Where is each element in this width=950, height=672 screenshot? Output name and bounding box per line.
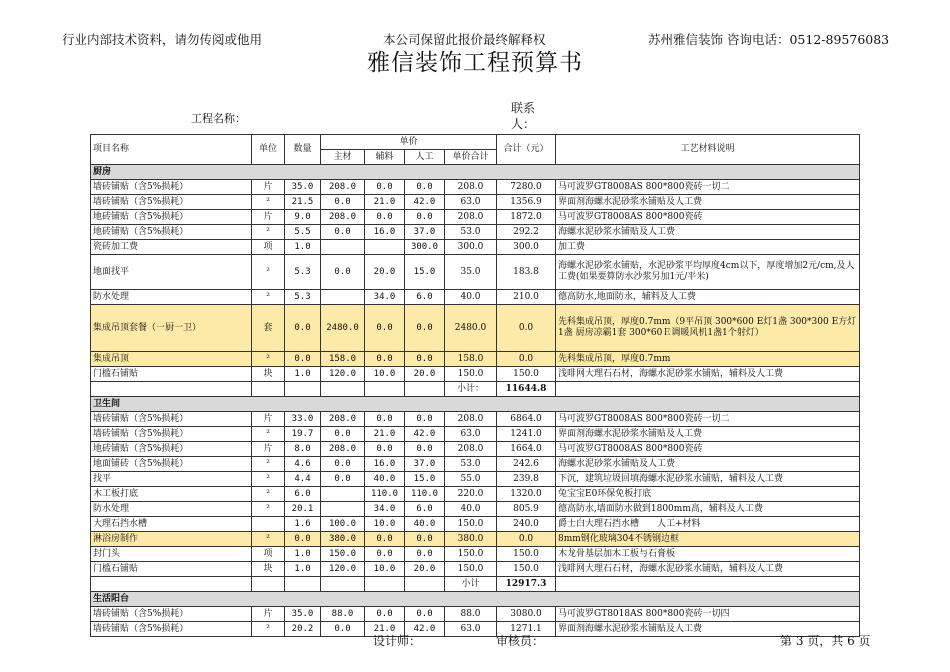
item-name: 封门头 <box>91 547 252 562</box>
item-note: 先科集成吊顶，厚度0.7mm <box>556 352 860 367</box>
item-name: 集成吊顶 <box>91 352 252 367</box>
item-aux-price: 10.0 <box>365 517 405 532</box>
item-qty: 5.5 <box>285 225 321 240</box>
item-aux-price: 0.0 <box>365 180 405 195</box>
item-name: 地砖铺贴（含5%损耗） <box>91 210 252 225</box>
item-name: 墙砖铺贴（含5%损耗） <box>91 195 252 210</box>
item-qty: 0.0 <box>285 305 321 352</box>
section-title: 生活阳台 <box>91 592 860 607</box>
item-main-price: 158.0 <box>321 352 365 367</box>
item-unit: 项 <box>252 547 285 562</box>
item-note: 海螺水泥砂浆水铺贴，水泥砂浆平均厚度4cm以下，厚度增加2元/cm,及人工费(如果要算防水沙浆另加1元/平米) <box>556 255 860 290</box>
item-qty: 9.0 <box>285 210 321 225</box>
item-unit-total: 40.0 <box>445 290 497 305</box>
item-qty: 5.3 <box>285 255 321 290</box>
section-title: 卫生间 <box>91 397 860 412</box>
item-name: 集成吊顶套餐（一厨一卫） <box>91 305 252 352</box>
item-total: 6864.0 <box>497 412 556 427</box>
item-labor-price: 0.0 <box>405 180 445 195</box>
item-total: 0.0 <box>497 532 556 547</box>
item-note: 海螺水泥砂浆水铺贴及人工费 <box>556 457 860 472</box>
item-name: 墙砖铺贴（含5%损耗） <box>91 427 252 442</box>
item-total: 300.0 <box>497 240 556 255</box>
item-unit-total: 63.0 <box>445 195 497 210</box>
table-row <box>91 517 860 532</box>
table-row <box>91 472 860 487</box>
item-labor-price: 0.0 <box>405 210 445 225</box>
item-labor-price: 15.0 <box>405 472 445 487</box>
item-labor-price: 20.0 <box>405 562 445 577</box>
item-aux-price: 34.0 <box>365 502 405 517</box>
item-main-price <box>321 502 365 517</box>
item-note: 海螺水泥砂浆水铺贴及人工费 <box>556 225 860 240</box>
item-qty: 0.0 <box>285 532 321 547</box>
empty-cell <box>365 382 405 397</box>
item-main-price: 208.0 <box>321 210 365 225</box>
item-aux-price: 0.0 <box>365 412 405 427</box>
empty-cell <box>285 577 321 592</box>
item-name: 门槛石铺贴 <box>91 562 252 577</box>
item-unit-total: 220.0 <box>445 487 497 502</box>
table-row <box>91 442 860 457</box>
item-aux-price: 0.0 <box>365 547 405 562</box>
item-total: 239.8 <box>497 472 556 487</box>
item-labor-price: 6.0 <box>405 290 445 305</box>
item-main-price <box>321 290 365 305</box>
section-header-row <box>91 592 860 607</box>
reviewer-label: 审核员： <box>496 634 545 648</box>
item-unit: 片 <box>252 607 285 622</box>
item-qty: 1.0 <box>285 240 321 255</box>
item-unit: ² <box>252 352 285 367</box>
item-name: 防水处理 <box>91 290 252 305</box>
table-row <box>91 367 860 382</box>
item-unit: ² <box>252 255 285 290</box>
contact-person-label: 联系人： <box>511 101 536 131</box>
table-row <box>91 502 860 517</box>
project-name-label: 工程名称： <box>191 112 246 125</box>
empty-cell <box>405 382 445 397</box>
item-unit-total: 300.0 <box>445 240 497 255</box>
item-unit-total: 55.0 <box>445 472 497 487</box>
item-unit-total: 208.0 <box>445 442 497 457</box>
item-unit-total: 380.0 <box>445 532 497 547</box>
table-row <box>91 487 860 502</box>
item-unit-total: 63.0 <box>445 427 497 442</box>
item-unit: ² <box>252 487 285 502</box>
header-left-note: 行业内部技术资料，请勿传阅或他用 <box>62 32 263 47</box>
item-note: 马可波罗GT8008AS 800*800瓷砖一切二 <box>556 180 860 195</box>
item-total: 1271.1 <box>497 622 556 637</box>
col-header-aux: 辅料 <box>365 150 405 165</box>
col-header-total: 合计（元） <box>497 135 556 165</box>
item-unit-total: 158.0 <box>445 352 497 367</box>
item-labor-price: 0.0 <box>405 305 445 352</box>
item-unit: ² <box>252 290 285 305</box>
item-labor-price: 300.0 <box>405 240 445 255</box>
item-total: 183.8 <box>497 255 556 290</box>
item-name: 瓷砖加工费 <box>91 240 252 255</box>
item-unit-total: 35.0 <box>445 255 497 290</box>
item-total: 1320.0 <box>497 487 556 502</box>
item-name: 地砖铺贴（含5%损耗） <box>91 442 252 457</box>
item-aux-price: 21.0 <box>365 427 405 442</box>
item-aux-price: 34.0 <box>365 290 405 305</box>
table-row <box>91 290 860 305</box>
item-qty: 19.7 <box>285 427 321 442</box>
table-row <box>91 607 860 622</box>
empty-cell <box>285 382 321 397</box>
item-qty: 4.4 <box>285 472 321 487</box>
item-qty: 20.1 <box>285 502 321 517</box>
item-main-price: 150.0 <box>321 547 365 562</box>
item-labor-price: 0.0 <box>405 532 445 547</box>
item-unit: ² <box>252 457 285 472</box>
item-name: 地砖铺贴（含5%损耗） <box>91 225 252 240</box>
item-main-price: 380.0 <box>321 532 365 547</box>
item-name: 地面找平 <box>91 255 252 290</box>
item-unit: ² <box>252 472 285 487</box>
item-labor-price: 110.0 <box>405 487 445 502</box>
item-main-price: 2480.0 <box>321 305 365 352</box>
item-unit: ² <box>252 622 285 637</box>
item-total: 292.2 <box>497 225 556 240</box>
table-row <box>91 180 860 195</box>
subtotal-label: 小计 <box>445 577 497 592</box>
item-qty: 1.0 <box>285 547 321 562</box>
item-name: 淋浴房制作 <box>91 532 252 547</box>
table-row <box>91 255 860 290</box>
item-total: 150.0 <box>497 367 556 382</box>
item-labor-price: 0.0 <box>405 352 445 367</box>
empty-cell <box>405 577 445 592</box>
item-note: 马可波罗GT8018AS 800*800瓷砖一切四 <box>556 607 860 622</box>
col-header-qty: 数量 <box>285 135 321 165</box>
col-header-main: 主材 <box>321 150 365 165</box>
item-name: 门槛石铺贴 <box>91 367 252 382</box>
item-main-price: 0.0 <box>321 195 365 210</box>
item-name: 墙砖铺贴（含5%损耗） <box>91 607 252 622</box>
table-row <box>91 240 860 255</box>
item-unit: 块 <box>252 562 285 577</box>
item-unit: ² <box>252 502 285 517</box>
subtotal-row <box>91 577 860 592</box>
item-name: 防水处理 <box>91 502 252 517</box>
item-note: 界面剂海螺水泥砂浆水铺贴及人工费 <box>556 195 860 210</box>
item-unit: ² <box>252 427 285 442</box>
item-labor-price: 6.0 <box>405 502 445 517</box>
item-unit-total: 53.0 <box>445 457 497 472</box>
item-main-price: 0.0 <box>321 427 365 442</box>
item-qty: 35.0 <box>285 607 321 622</box>
section-header-row <box>91 165 860 180</box>
item-unit-total: 150.0 <box>445 517 497 532</box>
item-aux-price: 16.0 <box>365 457 405 472</box>
item-main-price: 0.0 <box>321 225 365 240</box>
item-aux-price: 0.0 <box>365 442 405 457</box>
item-total: 3080.0 <box>497 607 556 622</box>
item-main-price: 208.0 <box>321 412 365 427</box>
item-main-price: 0.0 <box>321 472 365 487</box>
item-aux-price: 20.0 <box>365 255 405 290</box>
subtotal-value: 12917.3 <box>497 577 556 592</box>
item-main-price <box>321 487 365 502</box>
item-unit: ² <box>252 225 285 240</box>
item-note: 德高防水,地面防水，辅料及人工费 <box>556 290 860 305</box>
item-name: 墙砖铺贴（含5%损耗） <box>91 622 252 637</box>
item-main-price: 0.0 <box>321 255 365 290</box>
item-total: 7280.0 <box>497 180 556 195</box>
item-aux-price: 110.0 <box>365 487 405 502</box>
item-qty: 33.0 <box>285 412 321 427</box>
budget-table <box>90 134 860 637</box>
table-row <box>91 352 860 367</box>
item-name: 墙砖铺贴（含5%损耗） <box>91 180 252 195</box>
empty-cell <box>91 577 252 592</box>
empty-cell <box>556 382 860 397</box>
table-row <box>91 532 860 547</box>
item-aux-price: 0.0 <box>365 532 405 547</box>
item-aux-price: 10.0 <box>365 562 405 577</box>
item-aux-price: 0.0 <box>365 352 405 367</box>
empty-cell <box>365 577 405 592</box>
item-qty: 35.0 <box>285 180 321 195</box>
table-row <box>91 547 860 562</box>
item-unit-total: 40.0 <box>445 502 497 517</box>
item-total: 0.0 <box>497 352 556 367</box>
item-unit-total: 208.0 <box>445 180 497 195</box>
col-header-unit: 单位 <box>252 135 285 165</box>
item-unit: 片 <box>252 180 285 195</box>
item-note: 下沉，建筑垃圾回填海螺水泥砂浆水铺贴，辅料及人工费 <box>556 472 860 487</box>
item-unit: 项 <box>252 240 285 255</box>
table-row <box>91 195 860 210</box>
item-labor-price: 42.0 <box>405 622 445 637</box>
section-title: 厨房 <box>91 165 860 180</box>
col-header-name: 项目名称 <box>91 135 252 165</box>
item-note: 加工费 <box>556 240 860 255</box>
item-note: 8mm钢化玻璃304不锈钢边框 <box>556 532 860 547</box>
item-main-price: 208.0 <box>321 442 365 457</box>
item-total: 150.0 <box>497 562 556 577</box>
item-unit: 套 <box>252 305 285 352</box>
item-main-price: 100.0 <box>321 517 365 532</box>
table-row <box>91 457 860 472</box>
item-labor-price: 40.0 <box>405 517 445 532</box>
item-name: 大理石挡水槽 <box>91 517 252 532</box>
item-qty: 1.6 <box>285 517 321 532</box>
subtotal-label: 小计： <box>445 382 497 397</box>
item-unit: 片 <box>252 210 285 225</box>
item-unit-total: 150.0 <box>445 562 497 577</box>
table-row <box>91 427 860 442</box>
item-labor-price: 0.0 <box>405 547 445 562</box>
item-qty: 8.0 <box>285 442 321 457</box>
item-note: 先科集成吊顶，厚度0.7mm（9平吊顶 300*600 E灯1盏 300*300 E方灯1盏 厨房凉霸1套 300*60Ｅ调暖风机1盏1个射灯） <box>556 305 860 352</box>
item-qty: 1.0 <box>285 562 321 577</box>
item-note: 爵士白大理石挡水槽 人工+材料 <box>556 517 860 532</box>
item-note: 马可波罗GT8008AS 800*800瓷砖 <box>556 442 860 457</box>
item-qty: 6.0 <box>285 487 321 502</box>
item-main-price: 0.0 <box>321 622 365 637</box>
header-contact-info: 苏州雅信装饰 咨询电话：0512-89576083 <box>648 32 890 47</box>
item-name: 地面铺砖（含5%损耗） <box>91 457 252 472</box>
table-row <box>91 412 860 427</box>
document-title: 雅信装饰工程预算书 <box>367 50 583 76</box>
col-header-unit-price: 单价 <box>321 135 497 150</box>
item-total: 1241.0 <box>497 427 556 442</box>
table-row <box>91 210 860 225</box>
item-aux-price: 0.0 <box>365 305 405 352</box>
item-labor-price: 0.0 <box>405 412 445 427</box>
item-note: 马可波罗GT8008AS 800*800瓷砖 <box>556 210 860 225</box>
item-total: 240.0 <box>497 517 556 532</box>
item-main-price: 88.0 <box>321 607 365 622</box>
col-header-notes: 工艺材料说明 <box>556 135 860 165</box>
item-note: 界面剂海螺水泥砂浆水铺贴及人工费 <box>556 622 860 637</box>
item-total: 210.0 <box>497 290 556 305</box>
page-number: 第 3 页，共 6 页 <box>780 634 871 648</box>
item-aux-price: 21.0 <box>365 622 405 637</box>
item-note: 木龙骨基层加木工板与石膏板 <box>556 547 860 562</box>
item-main-price: 120.0 <box>321 562 365 577</box>
item-unit: 片 <box>252 442 285 457</box>
empty-cell <box>252 577 285 592</box>
designer-label: 设计师： <box>373 634 422 648</box>
item-name: 木工板打底 <box>91 487 252 502</box>
item-unit: ² <box>252 195 285 210</box>
item-qty: 0.0 <box>285 352 321 367</box>
item-aux-price: 0.0 <box>365 210 405 225</box>
table-row <box>91 305 860 352</box>
item-aux-price <box>365 240 405 255</box>
item-aux-price: 40.0 <box>365 472 405 487</box>
item-main-price: 208.0 <box>321 180 365 195</box>
item-labor-price: 37.0 <box>405 457 445 472</box>
item-qty: 21.5 <box>285 195 321 210</box>
item-aux-price: 10.0 <box>365 367 405 382</box>
col-header-labor: 人工 <box>405 150 445 165</box>
item-note: 浅啡网大理石石材，海螺水泥砂浆水铺贴，辅料及人工费 <box>556 367 860 382</box>
item-note: 马可波罗GT8008AS 800*800瓷砖一切二 <box>556 412 860 427</box>
header-middle-note: 本公司保留此报价最终解释权 <box>383 32 546 47</box>
item-labor-price: 0.0 <box>405 607 445 622</box>
item-unit-total: 150.0 <box>445 367 497 382</box>
item-note: 德高防水,墙面防水做到1800mm高，辅料及人工费 <box>556 502 860 517</box>
item-main-price <box>321 240 365 255</box>
item-main-price: 0.0 <box>321 457 365 472</box>
item-labor-price: 15.0 <box>405 255 445 290</box>
item-unit-total: 150.0 <box>445 547 497 562</box>
item-total: 1872.0 <box>497 210 556 225</box>
item-qty: 20.2 <box>285 622 321 637</box>
item-total: 0.0 <box>497 305 556 352</box>
item-total: 150.0 <box>497 547 556 562</box>
item-unit: 片 <box>252 412 285 427</box>
item-unit-total: 208.0 <box>445 412 497 427</box>
item-aux-price: 0.0 <box>365 607 405 622</box>
item-qty: 4.6 <box>285 457 321 472</box>
item-note: 浅啡网大理石石材，海螺水泥砂浆水铺贴，辅料及人工费 <box>556 562 860 577</box>
item-name: 找平 <box>91 472 252 487</box>
item-unit-total: 63.0 <box>445 622 497 637</box>
item-unit: 块 <box>252 367 285 382</box>
item-labor-price: 0.0 <box>405 442 445 457</box>
item-qty: 5.3 <box>285 290 321 305</box>
item-note: 兔宝宝E0环保免板打底 <box>556 487 860 502</box>
item-note: 界面剂海螺水泥砂浆水铺贴及人工费 <box>556 427 860 442</box>
table-row <box>91 622 860 637</box>
item-unit-total: 53.0 <box>445 225 497 240</box>
item-total: 1356.9 <box>497 195 556 210</box>
col-header-price-total: 单价合计 <box>445 150 497 165</box>
item-unit-total: 88.0 <box>445 607 497 622</box>
item-qty: 1.0 <box>285 367 321 382</box>
empty-cell <box>321 382 365 397</box>
item-unit-total: 2480.0 <box>445 305 497 352</box>
subtotal-row <box>91 382 860 397</box>
item-labor-price: 20.0 <box>405 367 445 382</box>
item-unit: ² <box>252 532 285 547</box>
section-header-row <box>91 397 860 412</box>
item-aux-price: 21.0 <box>365 195 405 210</box>
table-row <box>91 225 860 240</box>
empty-cell <box>556 577 860 592</box>
item-unit-total: 208.0 <box>445 210 497 225</box>
item-labor-price: 42.0 <box>405 427 445 442</box>
subtotal-value: 11644.8 <box>497 382 556 397</box>
empty-cell <box>252 382 285 397</box>
item-total: 805.9 <box>497 502 556 517</box>
item-name: 墙砖铺贴（含5%损耗） <box>91 412 252 427</box>
item-labor-price: 37.0 <box>405 225 445 240</box>
item-unit <box>252 517 285 532</box>
item-main-price: 120.0 <box>321 367 365 382</box>
item-total: 242.6 <box>497 457 556 472</box>
empty-cell <box>321 577 365 592</box>
table-row <box>91 562 860 577</box>
item-total: 1664.0 <box>497 442 556 457</box>
empty-cell <box>91 382 252 397</box>
item-aux-price: 16.0 <box>365 225 405 240</box>
item-labor-price: 42.0 <box>405 195 445 210</box>
